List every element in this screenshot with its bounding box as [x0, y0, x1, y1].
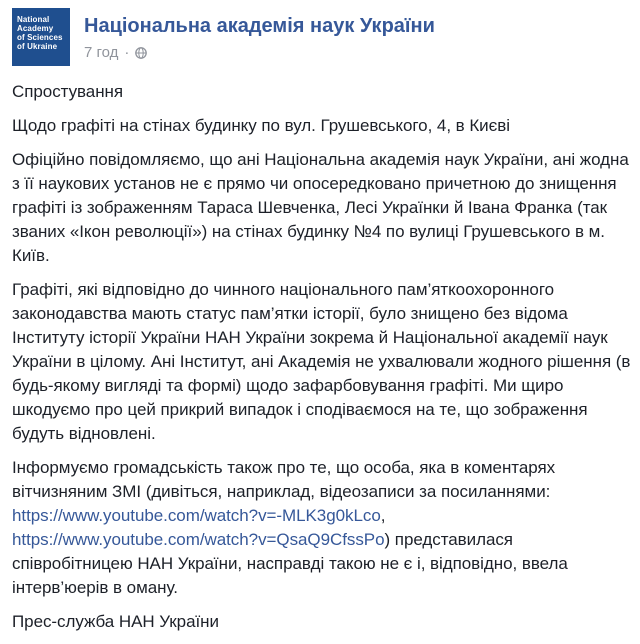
logo-line-2: Academy: [17, 24, 54, 33]
paragraph-5-text-mid: ,: [380, 506, 386, 525]
youtube-link-1[interactable]: https://www.youtube.com/watch?v=-MLK3g0kLco: [12, 506, 381, 525]
post-timestamp[interactable]: 7 год: [84, 44, 119, 61]
post-signature: Прес-служба НАН України: [12, 612, 219, 631]
page-name-link[interactable]: Національна академія наук України: [84, 15, 435, 37]
page-logo[interactable]: [12, 8, 70, 66]
post-meta: [84, 8, 435, 62]
post-paragraph-4: Графіті, які відповідно до чинного національного пам’яткоохоронного законодавства мають статус пам’ятки історії, було знищено без відома Інституту історії України НАН України зокрема й Національної академії наук України в цілому. Ані Інститут, ані Академія не ухвалювали жодного рішення (в будь-якому вигляді та формі) щодо зафарбовування графіті. Ми щиро шкодуємо про цей прикрий випадок і сподіваємося на те, що зображення будуть відновлені.: [12, 280, 631, 443]
logo-line-4: of Ukraine: [17, 42, 58, 51]
post-paragraph-3: Офіційно повідомляємо, що ані Національна академія наук України, ані жодна з її наукових установ не є прямо чи опосередковано причетною до знищення графіті із зображенням Тараса Шевченка, Лесі Українки й Івана Франка (так званих «Ікон революції») на стінах будинку №4 по вулиці Грушевського в м. Київ.: [12, 150, 629, 265]
post-paragraph-1: Спростування: [12, 82, 124, 101]
youtube-link-2[interactable]: https://www.youtube.com/watch?v=QsaQ9CfssPo: [12, 530, 385, 549]
post-body: [12, 80, 632, 644]
paragraph-5-text-after: ) представилася співробітницею НАН України, насправді такою не є і, відповідно, ввела інтерв’юерів в оману.: [12, 530, 568, 597]
paragraph-5-text-before: Інформуємо громадськість також про те, що особа, яка в коментарях вітчизняним ЗМІ (дивіться, наприклад, відеозаписи за посиланнями:: [12, 458, 556, 501]
post-time-row: [84, 44, 435, 62]
logo-line-1: National: [17, 15, 50, 24]
meta-separator: ·: [124, 44, 130, 61]
post-paragraph-5: [12, 456, 632, 600]
globe-icon[interactable]: [135, 47, 147, 59]
logo-line-3: of Sciences: [17, 33, 63, 42]
post-paragraph-2: Щодо графіті на стінах будинку по вул. Грушевського, 4, в Києві: [12, 116, 510, 135]
post-header: [12, 8, 435, 68]
